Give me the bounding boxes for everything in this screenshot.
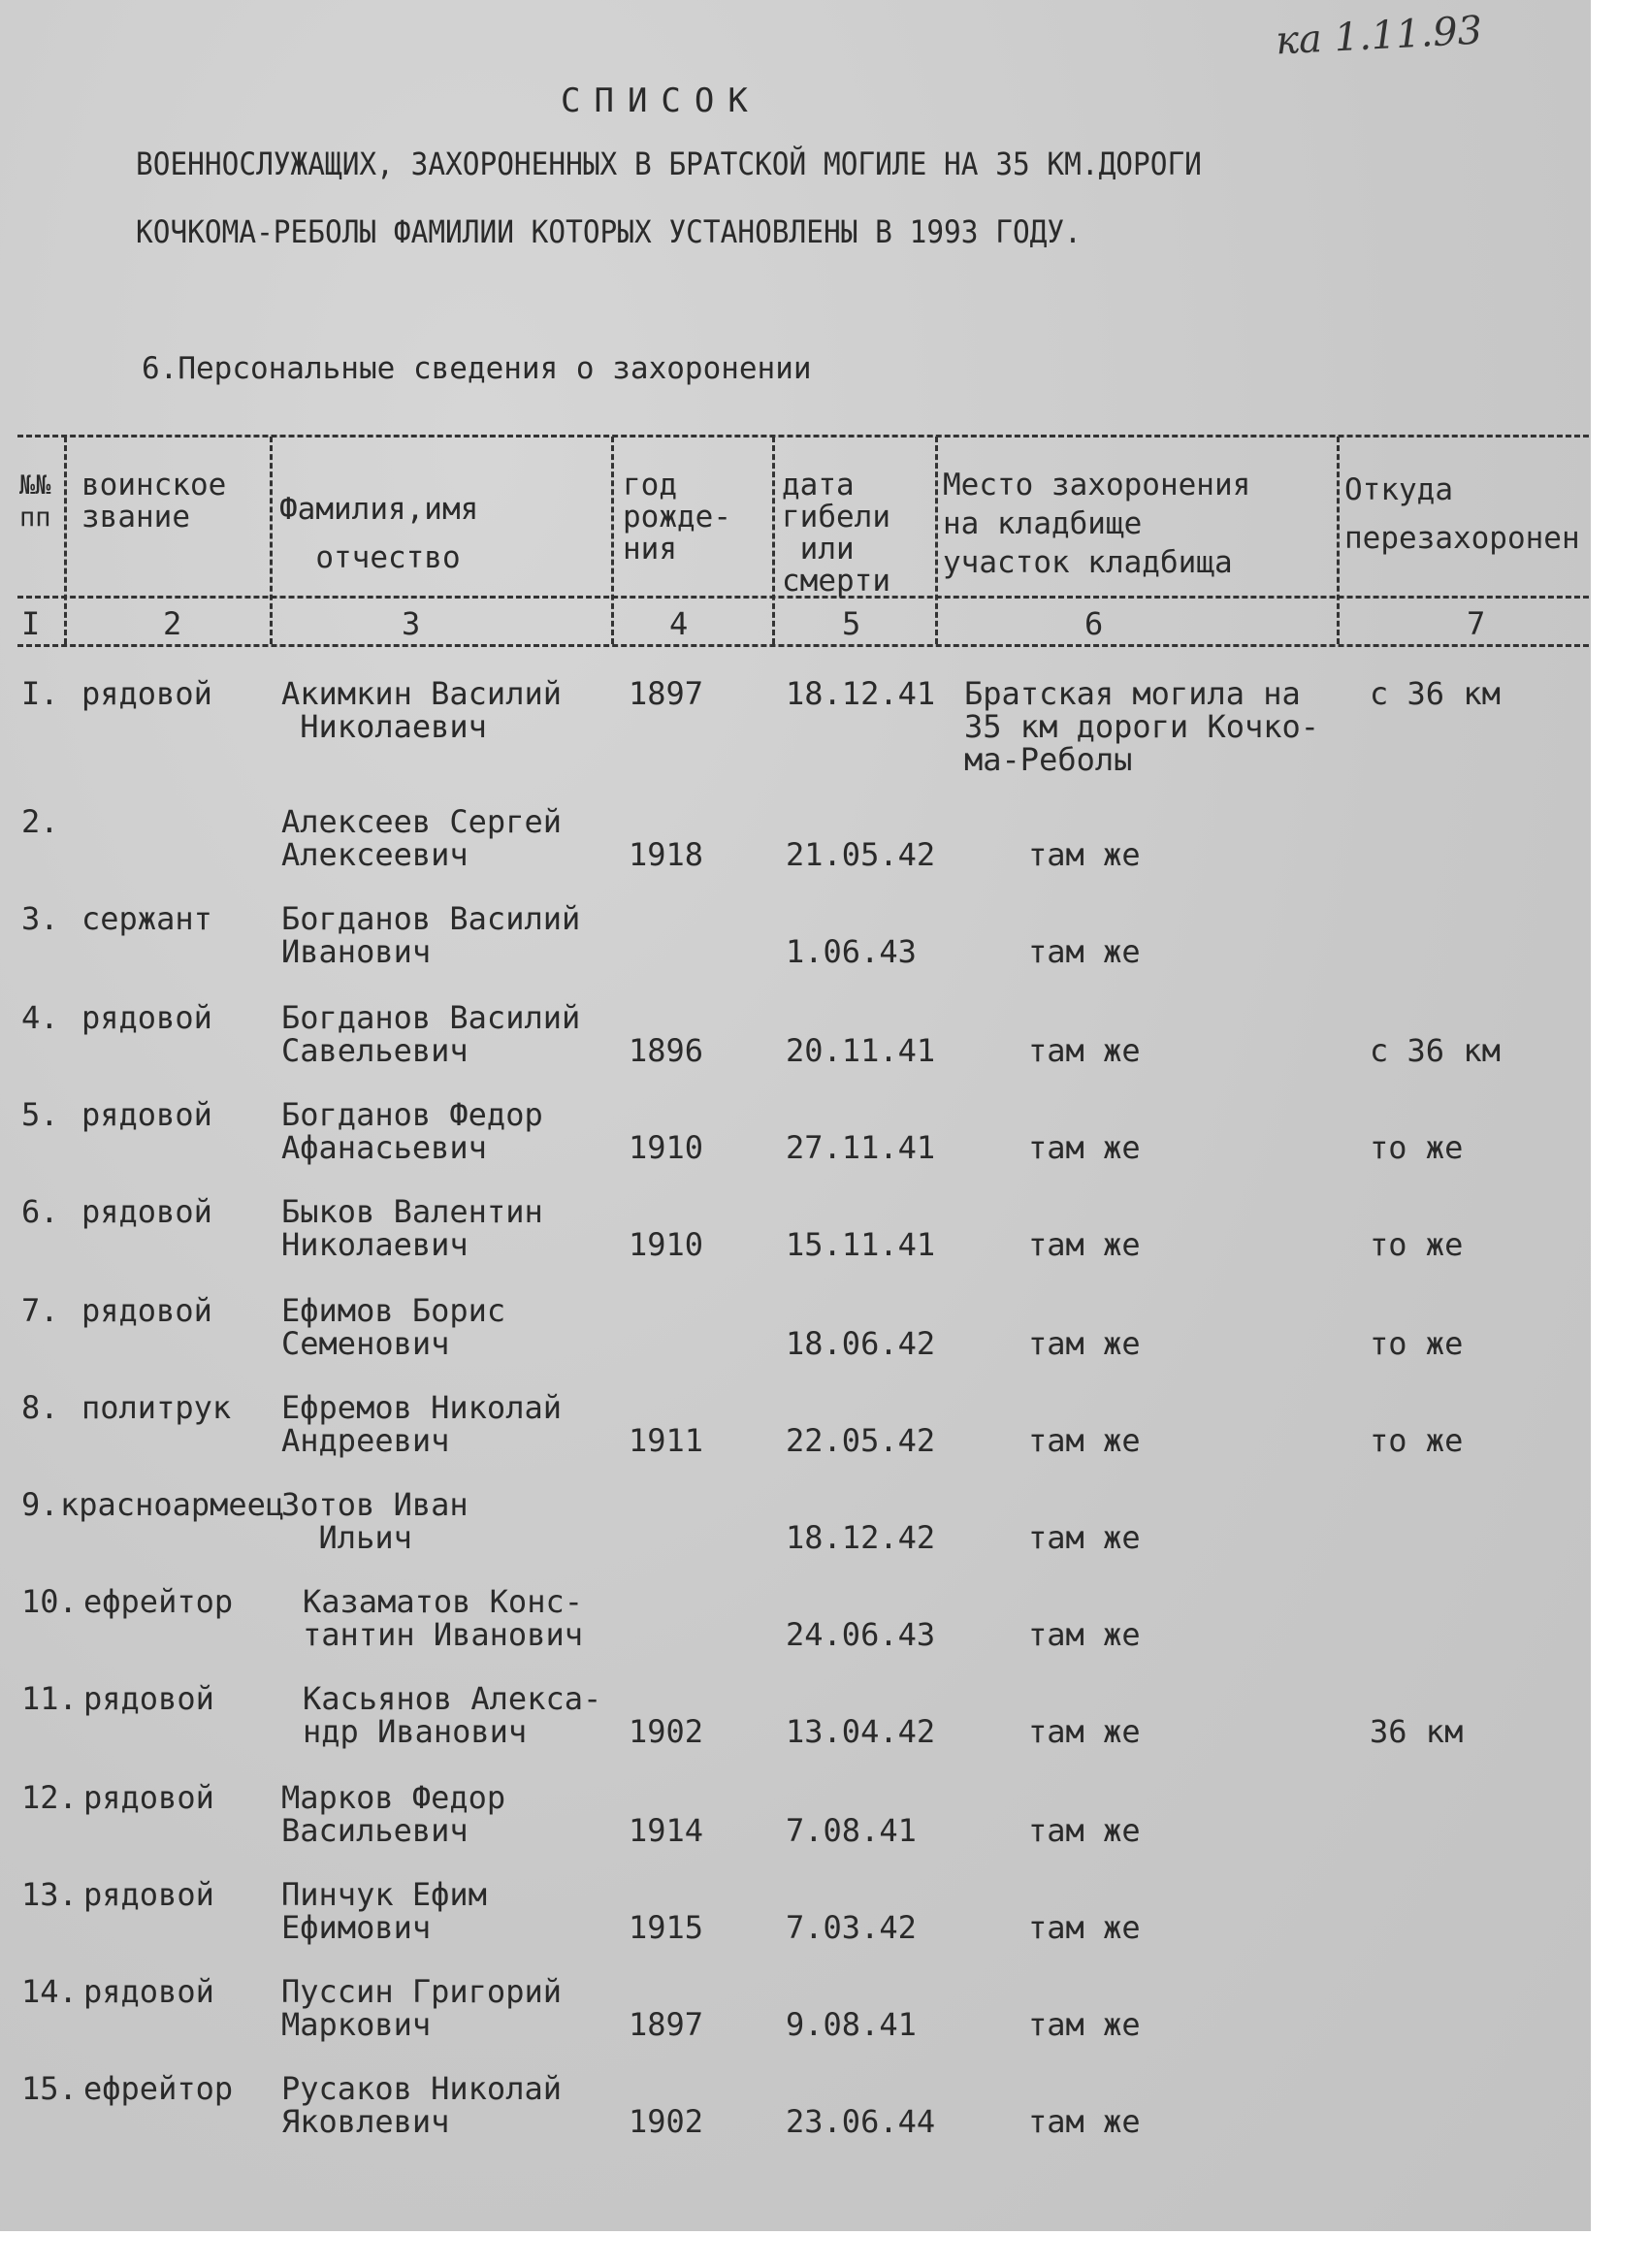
heading-line-2: КОЧКОМА-РЕБОЛЫ ФАМИЛИИ КОТОРЫХ УСТАНОВЛЕНЫ В 1993 ГОДУ. <box>136 213 1082 250</box>
header-reburied-from: Откуда перезахоронен <box>1344 472 1580 556</box>
row-burial-place: там же <box>1028 1032 1141 1069</box>
row-rank: рядовой <box>81 1096 212 1133</box>
heading-line-1: ВОЕННОСЛУЖАЩИХ, ЗАХОРОНЕННЫХ В БРАТСКОЙ МОГИЛЕ НА 35 КМ.ДОРОГИ <box>136 146 1202 182</box>
document-title: СПИСОК <box>561 81 761 120</box>
header-number: №№ пп <box>19 470 51 533</box>
header-name: Фамилия,имя отчество <box>279 492 479 575</box>
row-rank: политрук <box>81 1389 232 1426</box>
header-rank: воинское звание <box>81 468 227 535</box>
row-death-date: 21.05.42 <box>786 836 936 873</box>
row-birth-year: 1897 <box>629 675 704 712</box>
row-rank: ефрейтор <box>83 1583 234 1620</box>
row-burial-place: там же <box>1028 1422 1141 1459</box>
row-burial-place: там же <box>1028 1616 1141 1653</box>
column-divider <box>270 437 273 644</box>
row-name: Пуссин Григорий Маркович <box>281 1973 562 2043</box>
row-number: 3. <box>21 900 59 937</box>
row-burial-place: там же <box>1028 2103 1141 2140</box>
row-death-date: 22.05.42 <box>786 1422 936 1459</box>
row-death-date: 18.12.41 <box>786 675 936 712</box>
row-death-date: 7.03.42 <box>786 1909 917 1946</box>
section-title: 6.Персональные сведения о захоронении <box>142 351 812 386</box>
row-name: Алексеев Сергей Алексеевич <box>281 803 562 873</box>
column-number: 3 <box>402 605 421 642</box>
row-death-date: 18.06.42 <box>786 1325 936 1362</box>
row-number: 13. <box>21 1876 78 1913</box>
row-name: Богданов Федор Афанасьевич <box>281 1096 543 1166</box>
row-burial-place: там же <box>1028 1713 1141 1750</box>
row-burial-place: там же <box>1028 1226 1141 1263</box>
row-reburied-from: с 36 км <box>1370 675 1501 712</box>
column-number: 6 <box>1084 605 1104 642</box>
row-birth-year: 1897 <box>629 2006 704 2043</box>
row-birth-year: 1915 <box>629 1909 704 1946</box>
row-death-date: 15.11.41 <box>786 1226 936 1263</box>
column-number: I <box>21 605 41 642</box>
row-number: 9. <box>21 1486 59 1523</box>
row-rank: ефрейтор <box>83 2070 234 2107</box>
row-rank: рядовой <box>83 1973 214 2010</box>
row-number: 11. <box>21 1680 78 1717</box>
row-burial-place: там же <box>1028 1519 1141 1556</box>
row-rank: рядовой <box>83 1779 214 1816</box>
row-name: Ефремов Николай Андреевич <box>281 1389 562 1459</box>
row-reburied-from: то же <box>1370 1129 1464 1166</box>
column-divider <box>611 437 614 644</box>
table-top-rule <box>17 435 1589 437</box>
row-rank: рядовой <box>83 1680 214 1717</box>
row-number: 14. <box>21 1973 78 2010</box>
column-number: 2 <box>163 605 182 642</box>
row-rank: красноармеец <box>60 1486 285 1523</box>
row-birth-year: 1914 <box>629 1812 704 1849</box>
row-death-date: 18.12.42 <box>786 1519 936 1556</box>
row-name: Русаков Николай Яковлевич <box>281 2070 562 2140</box>
row-reburied-from: с 36 км <box>1370 1032 1501 1069</box>
row-death-date: 7.08.41 <box>786 1812 917 1849</box>
row-birth-year: 1902 <box>629 1713 704 1750</box>
row-number: 4. <box>21 999 59 1036</box>
row-reburied-from: 36 км <box>1370 1713 1464 1750</box>
column-divider <box>935 437 938 644</box>
row-rank: рядовой <box>81 1193 212 1230</box>
row-death-date: 1.06.43 <box>786 933 917 970</box>
column-number: 5 <box>842 605 861 642</box>
row-rank: сержант <box>81 900 212 937</box>
row-death-date: 23.06.44 <box>786 2103 936 2140</box>
row-rank: рядовой <box>83 1876 214 1913</box>
row-burial-place: Братская могила на 35 км дороги Кочко- ма-Реболы <box>964 675 1320 778</box>
row-burial-place: там же <box>1028 1129 1141 1166</box>
row-number: 2. <box>21 803 59 840</box>
row-number: 10. <box>21 1583 78 1620</box>
column-number: 7 <box>1467 605 1486 642</box>
row-name: Касьянов Алекса- ндр Иванович <box>303 1680 602 1750</box>
row-name: Казаматов Конс- тантин Иванович <box>303 1583 583 1653</box>
column-divider <box>772 437 775 644</box>
row-number: 5. <box>21 1096 59 1133</box>
handwritten-note: ка 1.11.93 <box>1274 8 1484 64</box>
row-burial-place: там же <box>1028 1909 1141 1946</box>
row-reburied-from: то же <box>1370 1422 1464 1459</box>
row-number: I. <box>21 675 59 712</box>
row-birth-year: 1910 <box>629 1226 704 1263</box>
column-divider <box>64 437 67 644</box>
row-burial-place: там же <box>1028 933 1141 970</box>
row-death-date: 24.06.43 <box>786 1616 936 1653</box>
row-burial-place: там же <box>1028 1325 1141 1362</box>
row-burial-place: там же <box>1028 2006 1141 2043</box>
row-name: Богданов Василий Иванович <box>281 900 581 970</box>
row-name: Зотов Иван Ильич <box>281 1486 469 1556</box>
row-death-date: 9.08.41 <box>786 2006 917 2043</box>
row-birth-year: 1911 <box>629 1422 704 1459</box>
row-rank: рядовой <box>81 675 212 712</box>
row-rank: рядовой <box>81 1292 212 1329</box>
row-name: Акимкин Василий Николаевич <box>281 675 562 745</box>
row-rank: рядовой <box>81 999 212 1036</box>
row-death-date: 27.11.41 <box>786 1129 936 1166</box>
row-name: Ефимов Борис Семенович <box>281 1292 506 1362</box>
row-name: Пинчук Ефим Ефимович <box>281 1876 487 1946</box>
row-number: 6. <box>21 1193 59 1230</box>
row-reburied-from: то же <box>1370 1226 1464 1263</box>
row-name: Марков Федор Васильевич <box>281 1779 506 1849</box>
row-reburied-from: то же <box>1370 1325 1464 1362</box>
header-death-date: дата гибели или смерти <box>782 468 890 599</box>
column-divider <box>1337 437 1340 644</box>
row-death-date: 13.04.42 <box>786 1713 936 1750</box>
row-birth-year: 1896 <box>629 1032 704 1069</box>
header-burial-place: Место захоронения на кладбище участок кладбища <box>943 468 1251 580</box>
row-birth-year: 1902 <box>629 2103 704 2140</box>
row-name: Быков Валентин Николаевич <box>281 1193 543 1263</box>
row-burial-place: там же <box>1028 1812 1141 1849</box>
row-burial-place: там же <box>1028 836 1141 873</box>
row-birth-year: 1918 <box>629 836 704 873</box>
row-name: Богданов Василий Савельевич <box>281 999 581 1069</box>
row-number: 7. <box>21 1292 59 1329</box>
row-number: 8. <box>21 1389 59 1426</box>
row-birth-year: 1910 <box>629 1129 704 1166</box>
row-number: 15. <box>21 2070 78 2107</box>
header-birth-year: год рожде- ния <box>623 468 731 567</box>
column-number: 4 <box>669 605 689 642</box>
row-number: 12. <box>21 1779 78 1816</box>
row-death-date: 20.11.41 <box>786 1032 936 1069</box>
table-numbers-rule <box>17 644 1589 647</box>
